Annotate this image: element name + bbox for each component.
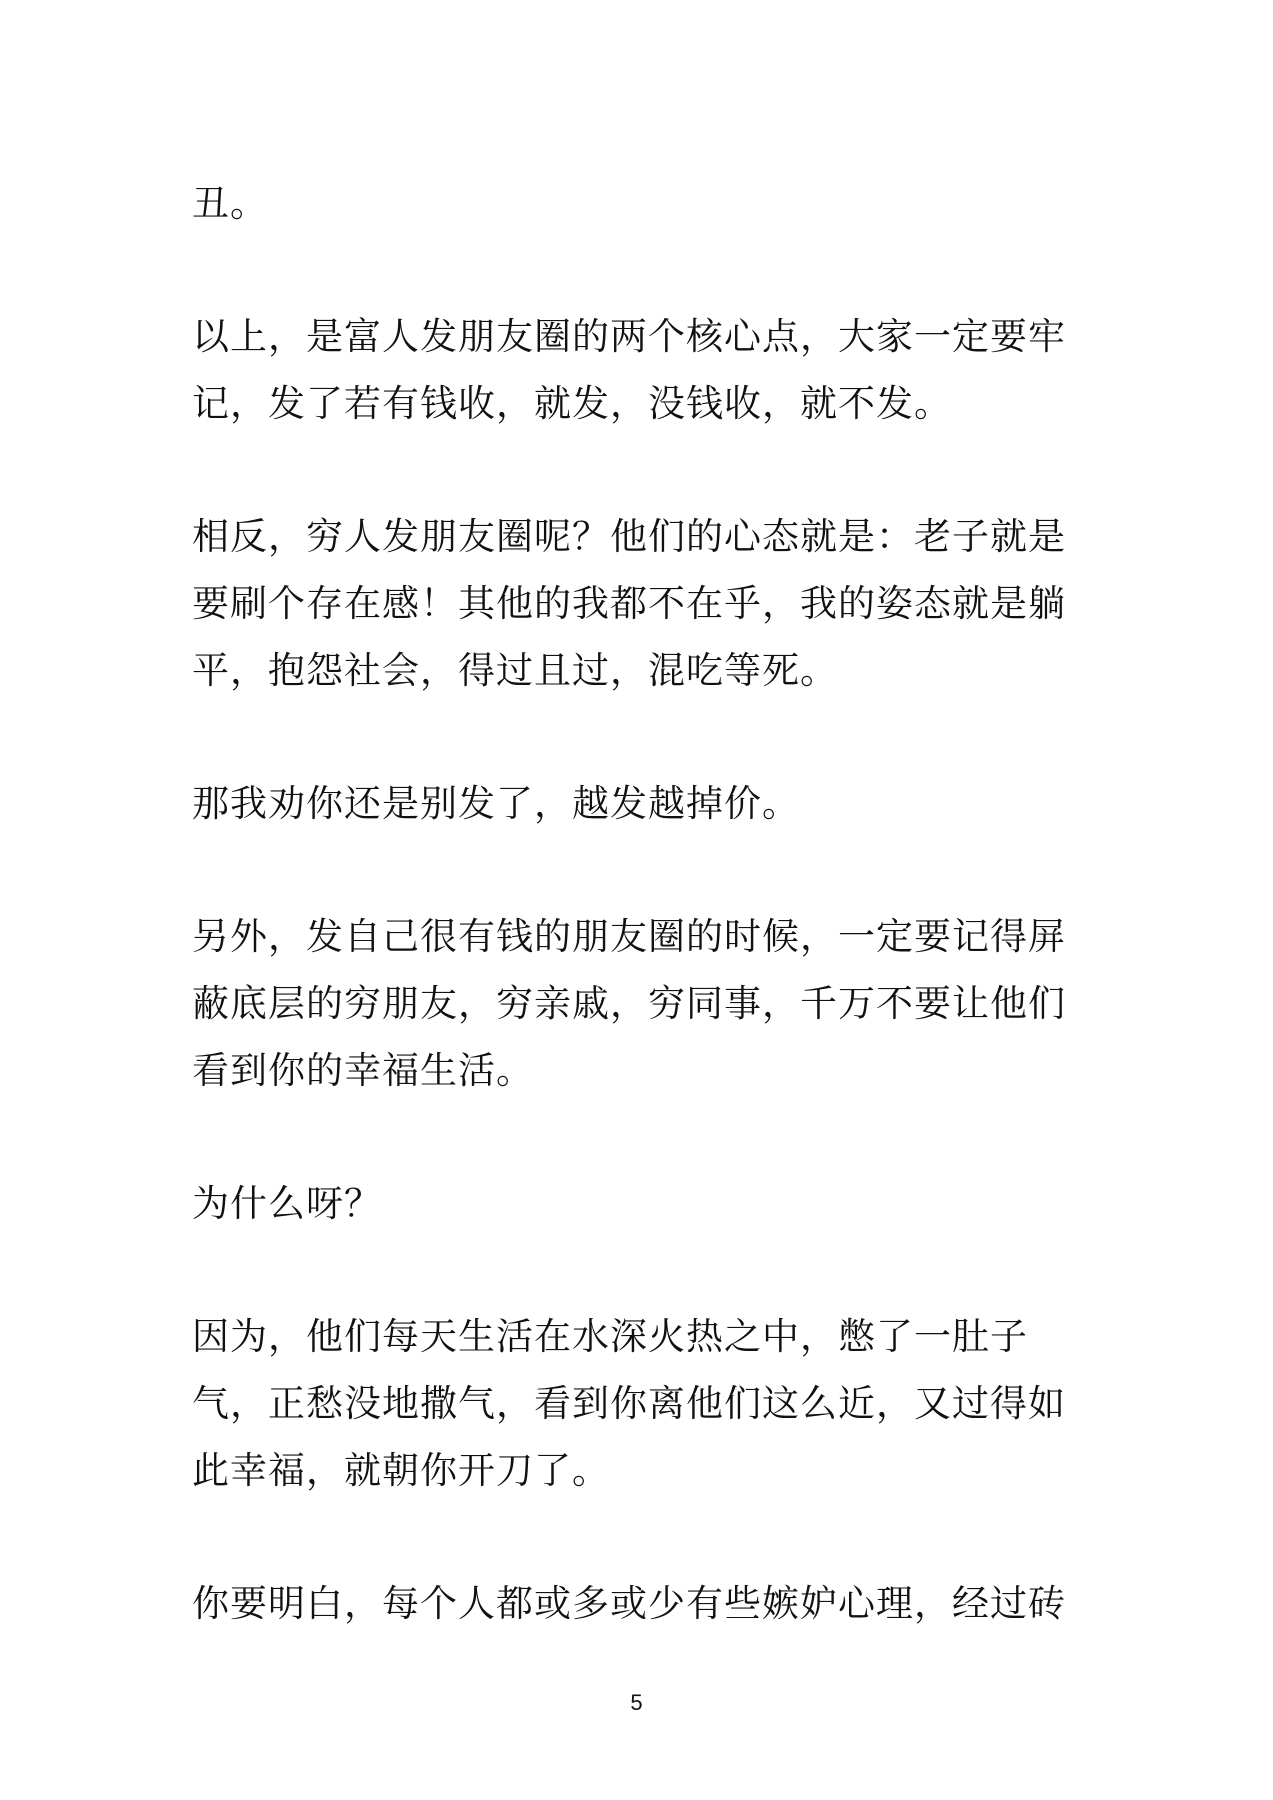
page-number: 5 bbox=[630, 1690, 643, 1715]
paragraph-5: 另外，发自己很有钱的朋友圈的时候，一定要记得屏蔽底层的穷朋友，穷亲戚，穷同事，千万不要让他们看到你的幸福生活。 bbox=[192, 915, 1066, 1092]
paragraph-7: 因为，他们每天生活在水深火热之中，憋了一肚子气，正愁没地撒气，看到你离他们这么近，又过得如此幸福，就朝你开刀了。 bbox=[192, 1315, 1066, 1492]
paragraph-8: 你要明白，每个人都或多或少有些嫉妒心理，经过砖 bbox=[192, 1582, 1066, 1625]
paragraph-6: 为什么呀？ bbox=[192, 1182, 382, 1225]
body-text bbox=[192, 170, 1092, 1637]
paragraph-4: 那我劝你还是别发了，越发越掉价。 bbox=[192, 782, 800, 825]
paragraph-2: 以上，是富人发朋友圈的两个核心点，大家一定要牢记，发了若有钱收，就发，没钱收，就不发。 bbox=[192, 315, 1066, 425]
paragraph-3: 相反，穷人发朋友圈呢？他们的心态就是：老子就是要刷个存在感！其他的我都不在乎，我的姿态就是躺平，抱怨社会，得过且过，混吃等死。 bbox=[192, 515, 1066, 692]
paragraph-1: 丑。 bbox=[192, 182, 268, 225]
